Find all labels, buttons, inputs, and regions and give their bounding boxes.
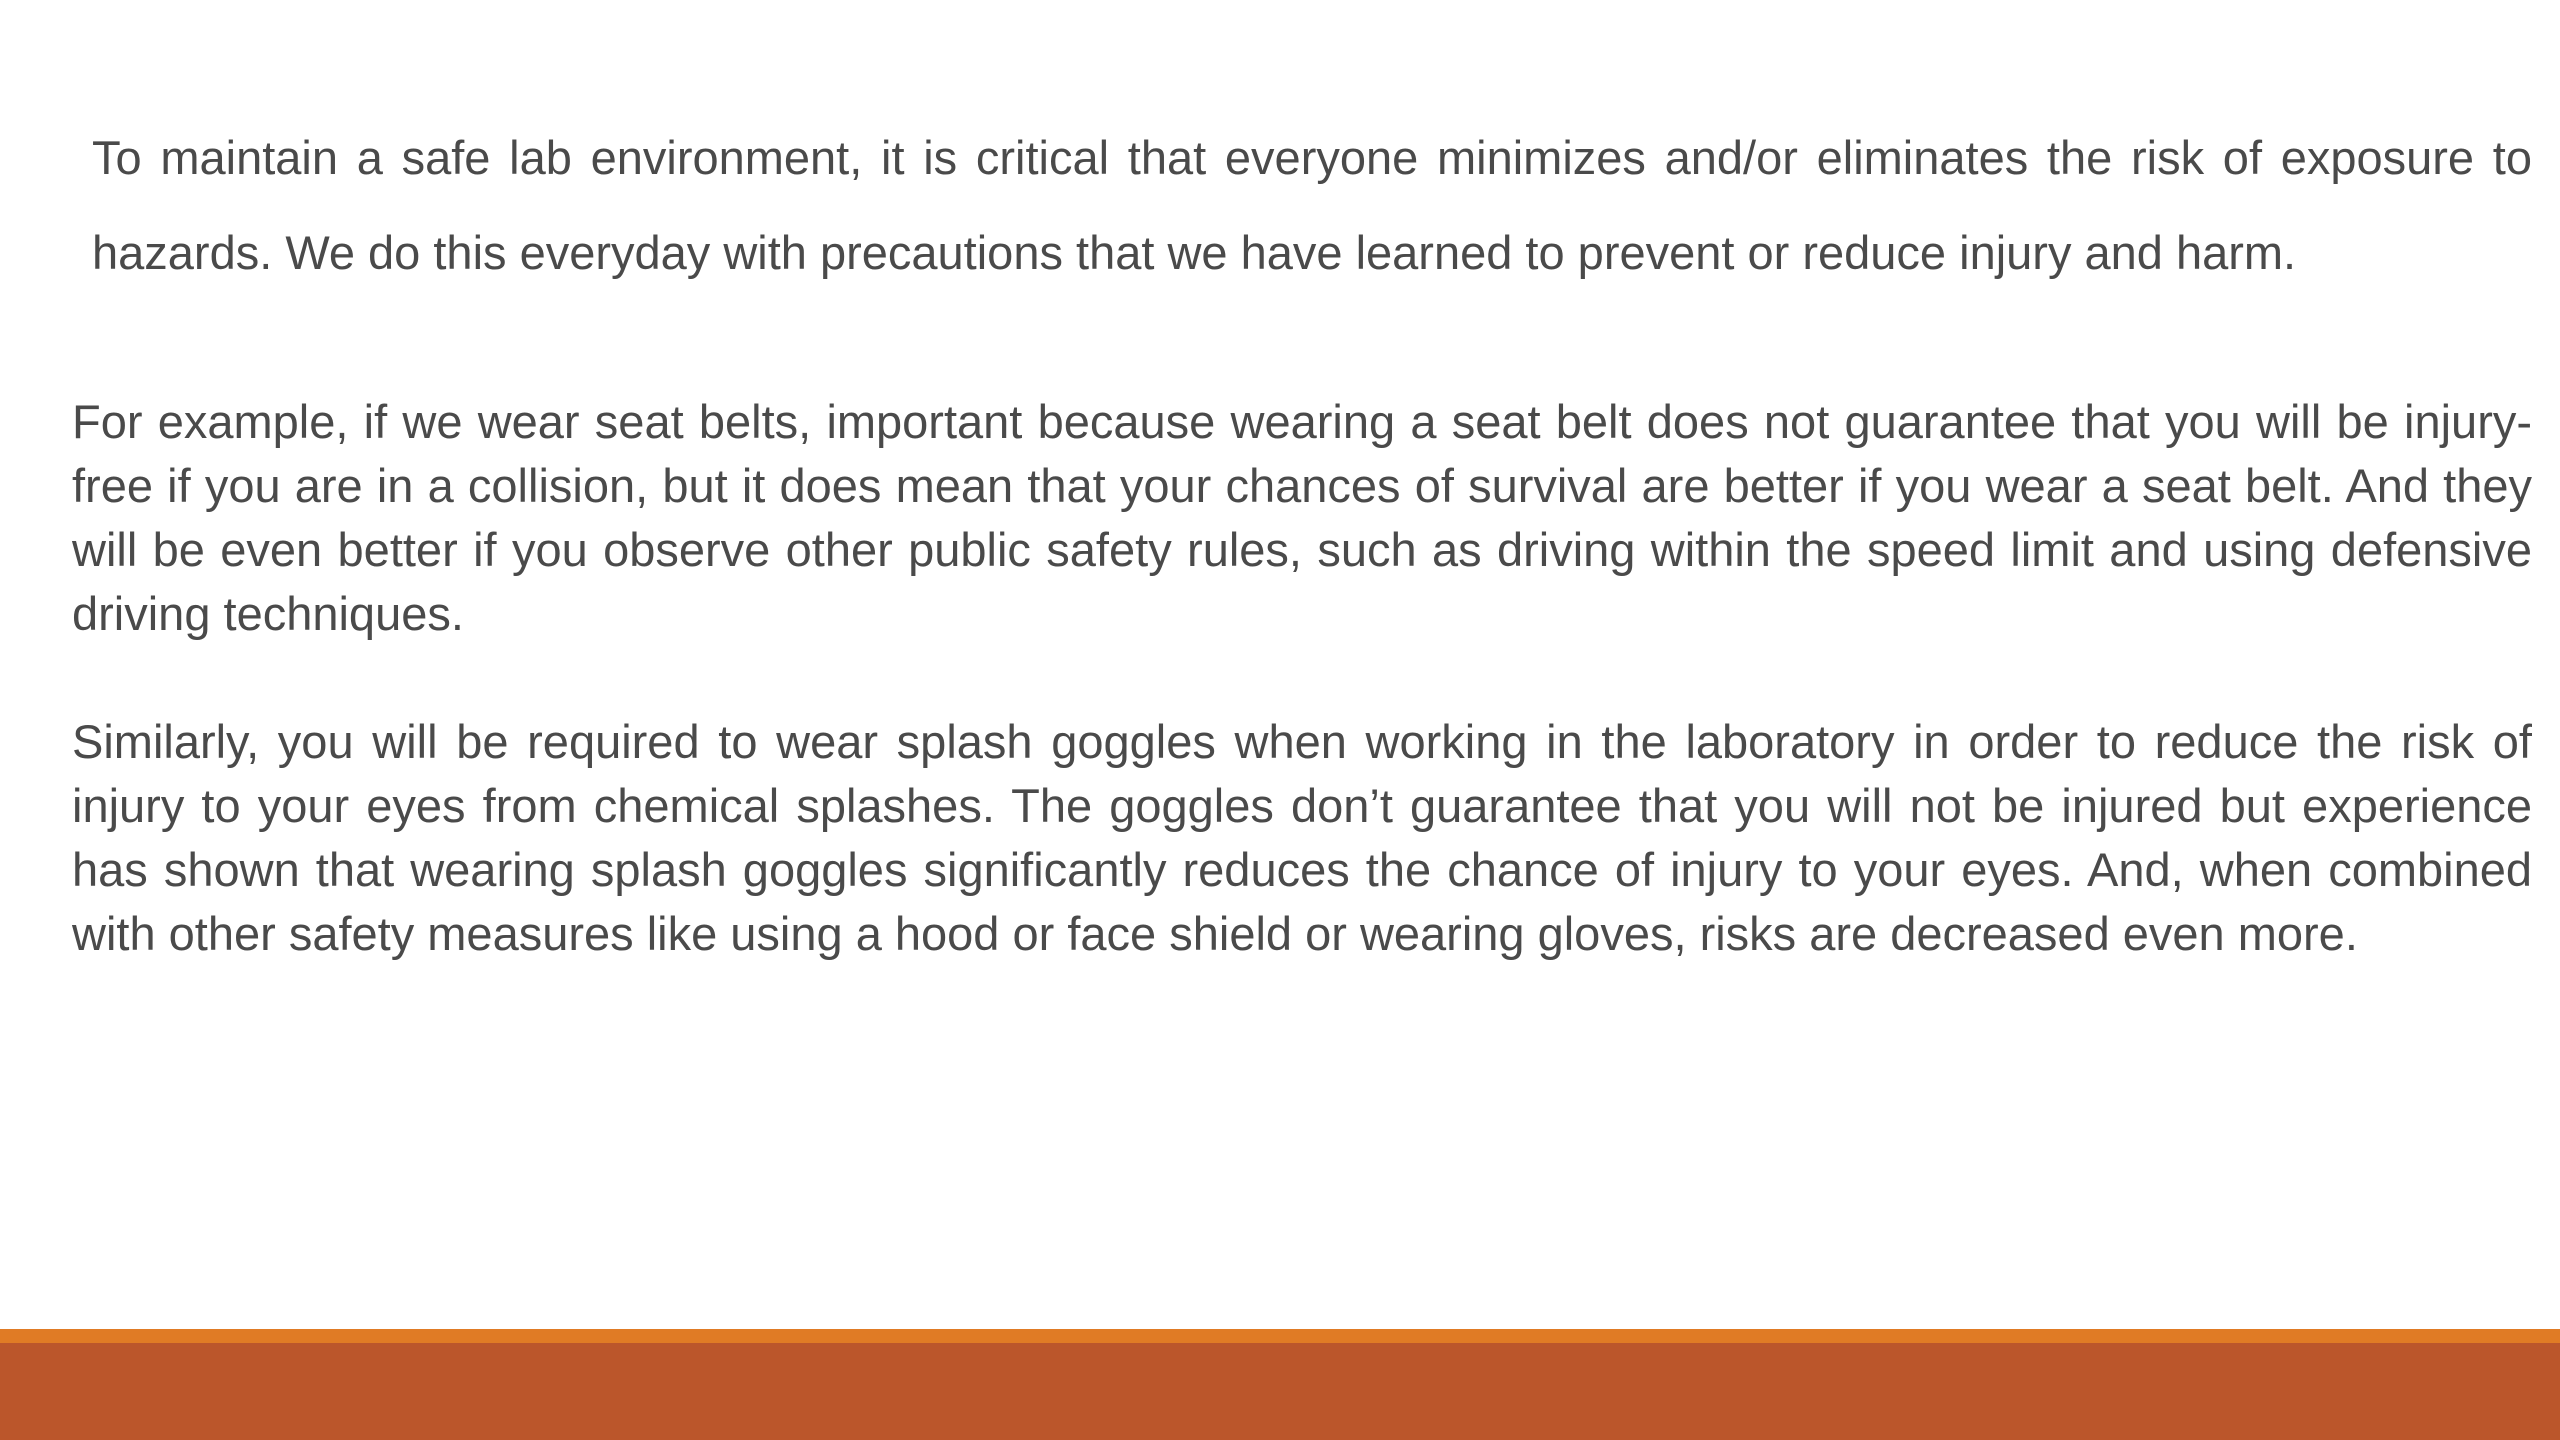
seat-belt-paragraph: For example, if we wear seat belts, important because wearing a seat belt does not guarantee that you will be injury-free if you are in a collision, but it does mean that your chances of survival are better if you wear a seat belt. And they will be even better if you observe other public safety rules, such as driving within the speed limit and using defensive driving techniques. [72,395,2532,640]
footer-band [0,1343,2560,1440]
splash-goggles-paragraph: Similarly, you will be required to wear splash goggles when working in the laboratory in order to reduce the risk of injury to your eyes from chemical splashes. The goggles don’t guarantee that you will not be injured but experience has shown that wearing splash goggles significantly reduces the chance of injury to your eyes. And, when combined with other safety measures like using a hood or face shield or wearing gloves, risks are decreased even more. [72,715,2532,960]
intro-paragraph: To maintain a safe lab environment, it is critical that everyone minimizes and/or eliminates the risk of exposure to hazards. We do this everyday with precautions that we have learned to prevent or reduce injury and harm. [92,131,2532,279]
footer-accent-line [0,1329,2560,1343]
